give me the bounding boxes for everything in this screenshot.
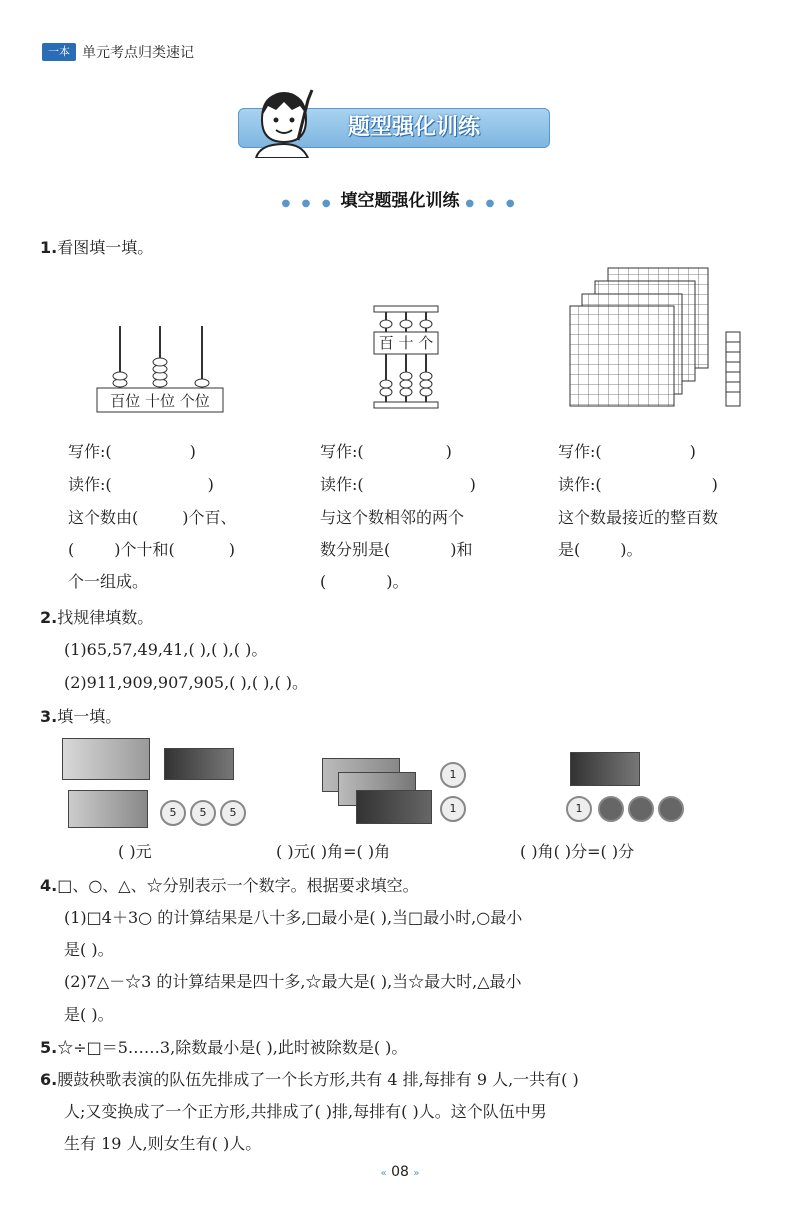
banknote-50-yuan-icon (62, 738, 150, 780)
question-number: 1. (40, 238, 58, 257)
section-title-text: 填空题强化训练 (340, 191, 460, 211)
q1-col1-read: 读作:( ) (68, 475, 214, 494)
q1-col1-write: 写作:( ) (68, 442, 196, 461)
abacus-2-icon (372, 304, 440, 410)
banknote-5-jiao-icon (356, 790, 432, 824)
q1-col2-line5: ( )。 (320, 572, 409, 591)
abacus-1-label: 百位 十位 个位 (110, 392, 210, 410)
header-badge: 一本 (42, 43, 76, 61)
decor-dots-left-icon: ● ● ● (281, 198, 335, 209)
counting-cubes-icon (568, 264, 748, 414)
q1-col2-line4: 数分别是( )和 (320, 540, 473, 559)
coin-1-icon: 1 (566, 796, 592, 822)
header-title: 单元考点归类速记 (82, 45, 194, 61)
coin-1-icon: 1 (440, 762, 466, 788)
q1-col1-line3: 这个数由( )个百、 (68, 508, 237, 527)
q6-line3: 生有 19 人,则女生有( )人。 (64, 1134, 262, 1153)
coin-icon (658, 796, 684, 822)
question-4: 4.□、○、△、☆分别表示一个数字。根据要求填空。 (40, 876, 419, 895)
q1-col1-line4: ( )个十和( ) (68, 540, 235, 559)
q1-col3-line4: 是( )。 (558, 540, 643, 559)
coin-5-icon: 5 (160, 800, 186, 826)
question-5: 5.☆÷□＝5……3,除数最小是( ),此时被除数是( )。 (40, 1038, 408, 1057)
q1-col3-read: 读作:( ) (558, 475, 718, 494)
q1-col2-write: 写作:( ) (320, 442, 452, 461)
question-text: 看图填一填。 (57, 238, 154, 257)
question-6: 6.腰鼓秧歌表演的队伍先排成了一个长方形,共有 4 排,每排有 9 人,一共有( ) (40, 1070, 579, 1089)
coin-5-icon: 5 (220, 800, 246, 826)
q1-col3-line3: 这个数最接近的整百数 (558, 508, 719, 527)
q2-line2: (2)911,909,907,905,( ),( ),( )。 (64, 673, 309, 692)
section-title (0, 186, 800, 211)
q4-line2: 是( )。 (64, 940, 114, 959)
q4-line4: 是( )。 (64, 1005, 114, 1024)
question-1 (40, 238, 153, 258)
page-number: « 08 » (380, 1164, 420, 1180)
banknote-5-jiao-icon (164, 748, 234, 780)
coin-icon (598, 796, 624, 822)
banner-title: 题型强化训练 (347, 115, 480, 140)
banknote-5-jiao-icon (570, 752, 640, 786)
q4-line3: (2)7△－☆3 的计算结果是四十多,☆最大是( ),当☆最大时,△最小 (64, 972, 522, 991)
q1-col2-read: 读作:( ) (320, 475, 476, 494)
coin-1-icon: 1 (440, 796, 466, 822)
question-2: 2.找规律填数。 (40, 608, 154, 627)
coin-icon (628, 796, 654, 822)
q1-col1-line5: 个一组成。 (68, 572, 149, 591)
q3-answer-1: ( )元 (118, 842, 152, 861)
q2-line1: (1)65,57,49,41,( ),( ),( )。 (64, 640, 268, 659)
q1-col3-write: 写作:( ) (558, 442, 696, 461)
q4-line1: (1)□4＋3○ 的计算结果是八十多,□最小是( ),当□最小时,○最小 (64, 908, 523, 927)
q3-answer-3: ( )角( )分=( )分 (520, 842, 635, 861)
abacus-2-label: 百 十 个 (378, 334, 434, 352)
q3-answer-2: ( )元( )角=( )角 (276, 842, 391, 861)
coin-5-icon: 5 (190, 800, 216, 826)
decor-dots-right-icon: ● ● ● (465, 198, 519, 209)
question-3: 3.填一填。 (40, 707, 122, 726)
q6-line2: 人;又变换成了一个正方形,共排成了( )排,每排有( )人。这个队伍中男 (64, 1102, 547, 1121)
banknote-5-yuan-icon (68, 790, 148, 828)
q1-col2-line3: 与这个数相邻的两个 (320, 508, 465, 527)
